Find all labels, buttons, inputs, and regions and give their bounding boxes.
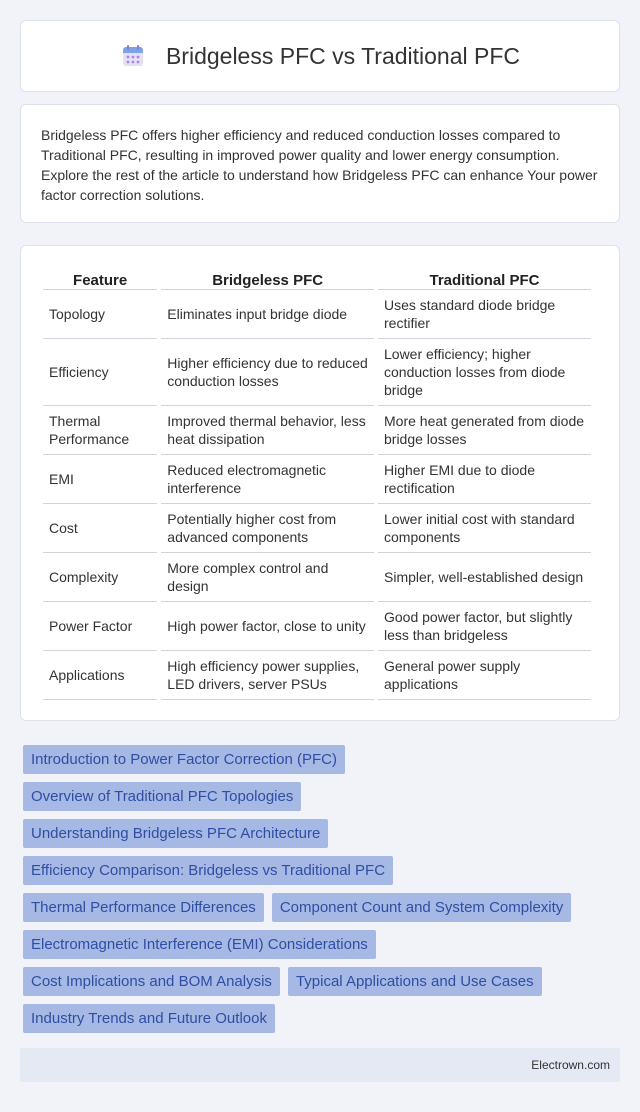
table-cell: Higher EMI due to diode rectification [378, 455, 591, 504]
header-feature: Feature [43, 266, 157, 290]
topic-tags [23, 745, 623, 1041]
table-header-row [43, 266, 591, 290]
page-title: Bridgeless PFC vs Traditional PFC [165, 42, 521, 69]
table-cell: Good power factor, but slightly less than bridgeless [378, 602, 591, 651]
tag-bridgeless-architecture[interactable]: Understanding Bridgeless PFC Architecture [23, 819, 328, 848]
comparison-table-card [20, 245, 620, 721]
table-cell: Improved thermal behavior, less heat dissipation [161, 406, 374, 455]
table-cell: Higher efficiency due to reduced conduction losses [161, 339, 374, 406]
tag-industry-trends[interactable]: Industry Trends and Future Outlook [23, 1004, 275, 1033]
table-cell: Eliminates input bridge diode [161, 290, 374, 339]
table-cell: Topology [43, 290, 157, 339]
table-row [43, 290, 591, 339]
table-cell: Potentially higher cost from advanced components [161, 504, 374, 553]
table-cell: EMI [43, 455, 157, 504]
table-row [43, 553, 591, 602]
table-cell: Lower efficiency; higher conduction losses from diode bridge [378, 339, 591, 406]
table-cell: More heat generated from diode bridge losses [378, 406, 591, 455]
table-cell: Thermal Performance [43, 406, 157, 455]
intro-text: Bridgeless PFC offers higher efficiency and reduced conduction losses compared to Traditional PFC, resulting in improved power quality and lower energy consumption. Explore the rest of the article to understand how Bridgeless PFC can enhance Your power factor correction solutions. [41, 127, 598, 203]
table-cell: Efficiency [43, 339, 157, 406]
tag-emi-considerations[interactable]: Electromagnetic Interference (EMI) Considerations [23, 930, 376, 959]
table-cell: Applications [43, 651, 157, 700]
table-cell: High efficiency power supplies, LED drivers, server PSUs [161, 651, 374, 700]
table-row [43, 504, 591, 553]
tag-intro-pfc[interactable]: Introduction to Power Factor Correction (PFC) [23, 745, 345, 774]
header-bridgeless: Bridgeless PFC [161, 266, 374, 290]
table-row [43, 406, 591, 455]
table-cell: General power supply applications [378, 651, 591, 700]
tag-traditional-topologies[interactable]: Overview of Traditional PFC Topologies [23, 782, 301, 811]
table-cell: Uses standard diode bridge rectifier [378, 290, 591, 339]
table-cell: Reduced electromagnetic interference [161, 455, 374, 504]
table-row [43, 602, 591, 651]
table-cell: Complexity [43, 553, 157, 602]
table-cell: Simpler, well-established design [378, 553, 591, 602]
table-cell: Power Factor [43, 602, 157, 651]
tag-component-count[interactable]: Component Count and System Complexity [272, 893, 571, 922]
tag-applications[interactable]: Typical Applications and Use Cases [288, 967, 542, 996]
table-cell: Lower initial cost with standard components [378, 504, 591, 553]
tag-cost-bom[interactable]: Cost Implications and BOM Analysis [23, 967, 280, 996]
tag-thermal-performance[interactable]: Thermal Performance Differences [23, 893, 264, 922]
table-cell: More complex control and design [161, 553, 374, 602]
intro-card [20, 104, 620, 223]
table-row [43, 339, 591, 406]
tag-efficiency-comparison[interactable]: Efficiency Comparison: Bridgeless vs Traditional PFC [23, 856, 393, 885]
table-cell: Cost [43, 504, 157, 553]
comparison-table [39, 266, 595, 700]
table-row [43, 651, 591, 700]
footer [20, 1048, 620, 1082]
header-traditional: Traditional PFC [378, 266, 591, 290]
table-cell: High power factor, close to unity [161, 602, 374, 651]
table-row [43, 455, 591, 504]
title-card [20, 20, 620, 92]
footer-site-name: Electrown.com [531, 1058, 610, 1072]
calendar-grid-icon [120, 43, 146, 69]
